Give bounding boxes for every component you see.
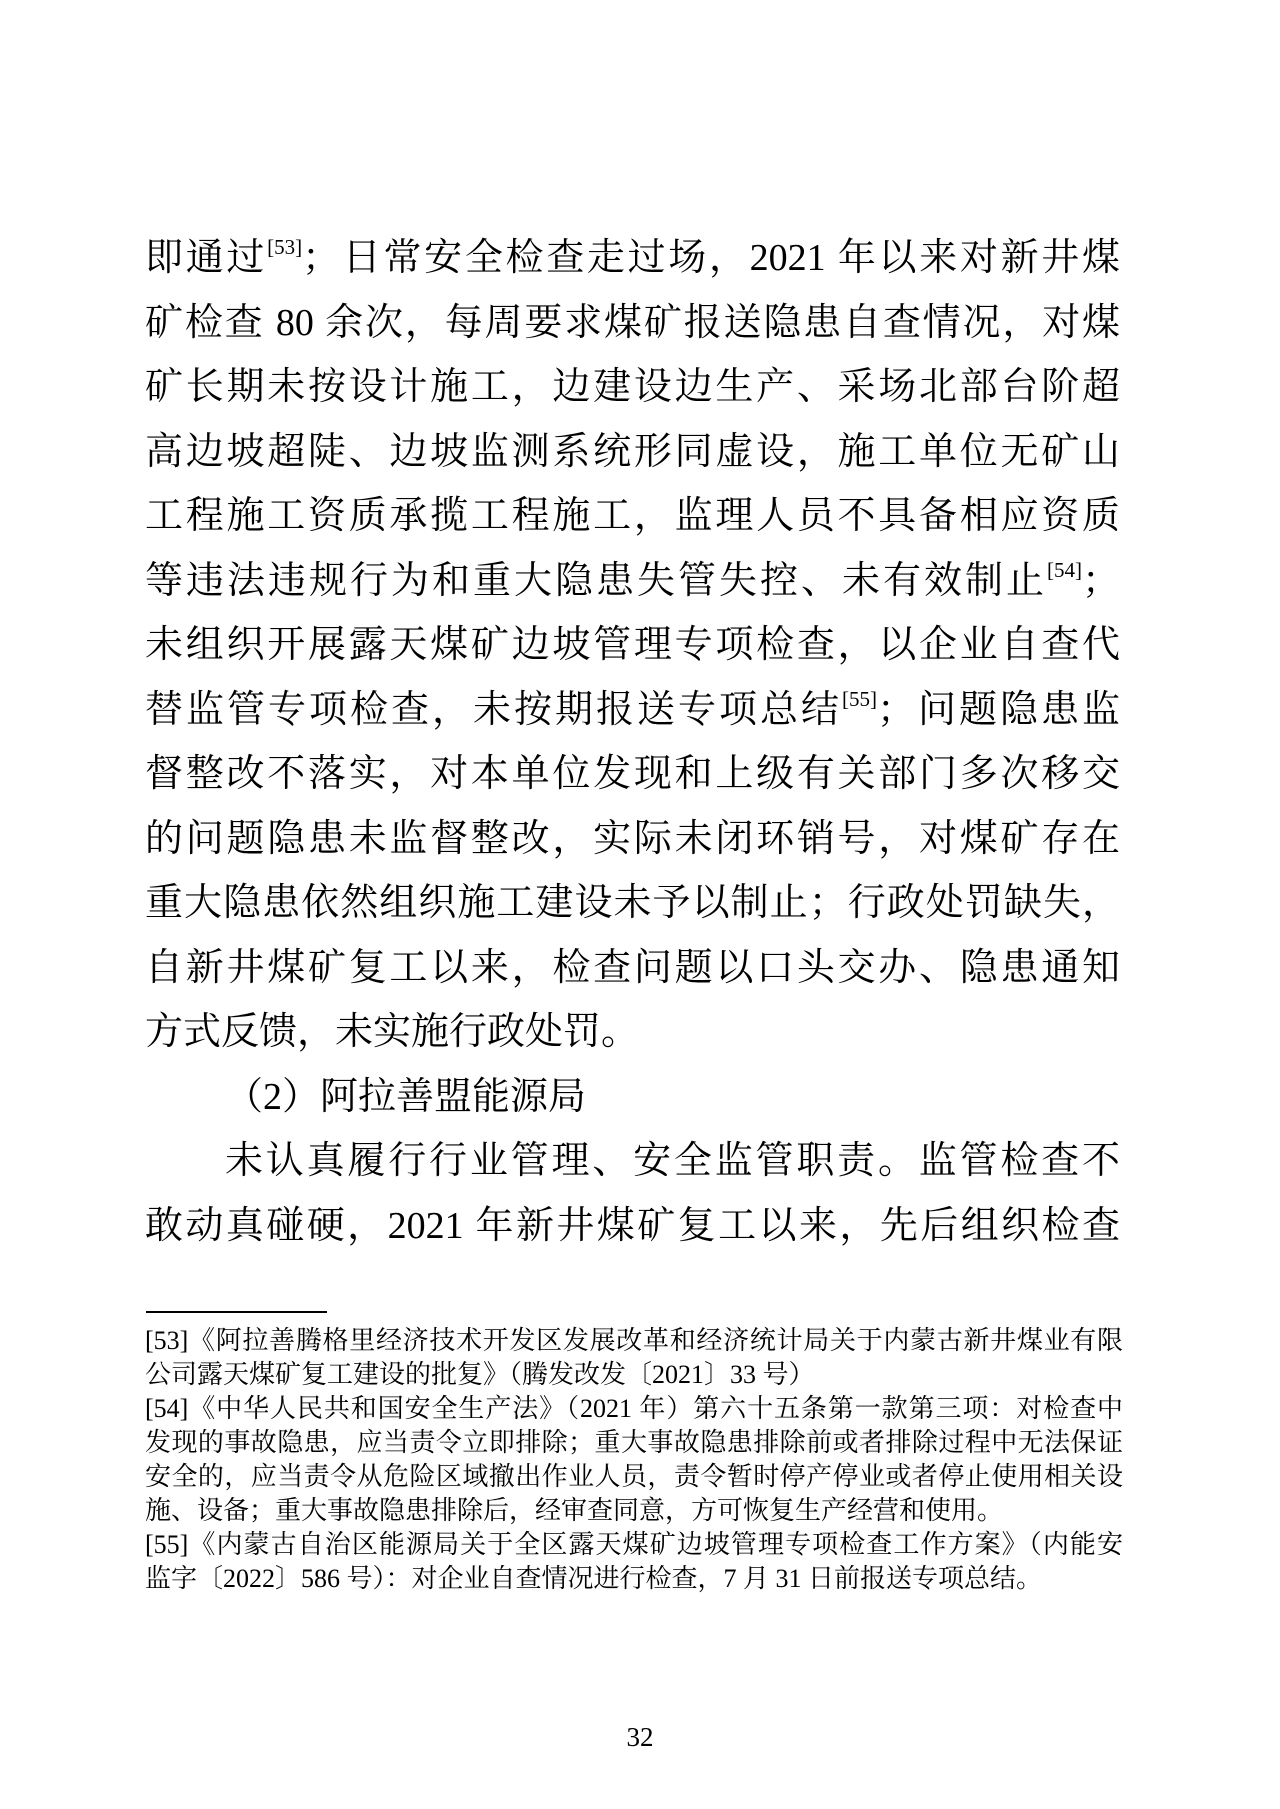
- body-line: 即通过[53]；日常安全检查走过场，2021 年以来对新井煤: [145, 235, 1120, 279]
- footnote-line: 公司露天煤矿复工建设的批复》（腾发改发〔2021〕33 号）: [145, 1360, 815, 1389]
- body-line: 督整改不落实，对本单位发现和上级有关部门多次移交: [145, 753, 1120, 795]
- body-line: （2）阿拉善盟能源局: [225, 1075, 587, 1118]
- footnote-separator: [146, 1311, 327, 1313]
- body-line: 矿长期未按设计施工，边建设边生产、采场北部台阶超: [145, 366, 1120, 408]
- body-line: 未组织开展露天煤矿边坡管理专项检查，以企业自查代: [145, 624, 1120, 666]
- body-line: 的问题隐患未监督整改，实际未闭环销号，对煤矿存在: [145, 817, 1120, 860]
- body-line: 高边坡超陡、边坡监测系统形同虚设，施工单位无矿山: [145, 430, 1120, 473]
- body-line: 工程施工资质承揽工程施工，监理人员不具备相应资质: [145, 495, 1120, 537]
- footnotes: [145, 1324, 1123, 1596]
- body-line: 替监管专项检查，未按期报送专项总结[55]；问题隐患监: [145, 686, 1120, 731]
- body-line: 方式反馈，未实施行政处罚。: [145, 1011, 640, 1053]
- body-line: 等违法违规行为和重大隐患失管失控、未有效制止[54]；: [145, 557, 1120, 602]
- body-text: [145, 226, 1120, 1258]
- footnote-line: [54]《中华人民共和国安全生产法》（2021 年）第六十五条第一款第三项：对检查中: [145, 1394, 1123, 1423]
- footnote-reference: [54]: [1046, 557, 1082, 582]
- footnote-reference: [53]: [267, 235, 303, 259]
- footnote-line: 监字〔2022〕586 号）：对企业自查情况进行检查，7 月 31 日前报送专项总结。: [145, 1564, 1043, 1593]
- page-number: 32: [626, 1722, 654, 1752]
- body-line: 自新井煤矿复工以来，检查问题以口头交办、隐患通知: [145, 946, 1120, 989]
- footnote-line: 安全的，应当责令从危险区域撤出作业人员，责令暂时停产停业或者停止使用相关设: [145, 1462, 1123, 1491]
- footnote-line: [53]《阿拉善腾格里经济技术开发区发展改革和经济统计局关于内蒙古新井煤业有限: [145, 1326, 1123, 1355]
- body-line: 重大隐患依然组织施工建设未予以制止；行政处罚缺失，: [145, 882, 1120, 924]
- body-line: 敢动真碰硬，2021 年新井煤矿复工以来，先后组织检查: [145, 1204, 1120, 1247]
- footnote-line: [55]《内蒙古自治区能源局关于全区露天煤矿边坡管理专项检查工作方案》（内能安: [145, 1530, 1123, 1559]
- body-line: 未认真履行行业管理、安全监管职责。监管检查不: [225, 1140, 1120, 1182]
- footnote-reference: [55]: [841, 686, 877, 711]
- body-line: 矿检查 80 余次，每周要求煤矿报送隐患自查情况，对煤: [145, 301, 1120, 344]
- footnote-line: 施、设备；重大事故隐患排除后，经审查同意，方可恢复生产经营和使用。: [145, 1496, 1004, 1525]
- footnote-line: 发现的事故隐患，应当责令立即排除；重大事故隐患排除前或者排除过程中无法保证: [145, 1428, 1123, 1457]
